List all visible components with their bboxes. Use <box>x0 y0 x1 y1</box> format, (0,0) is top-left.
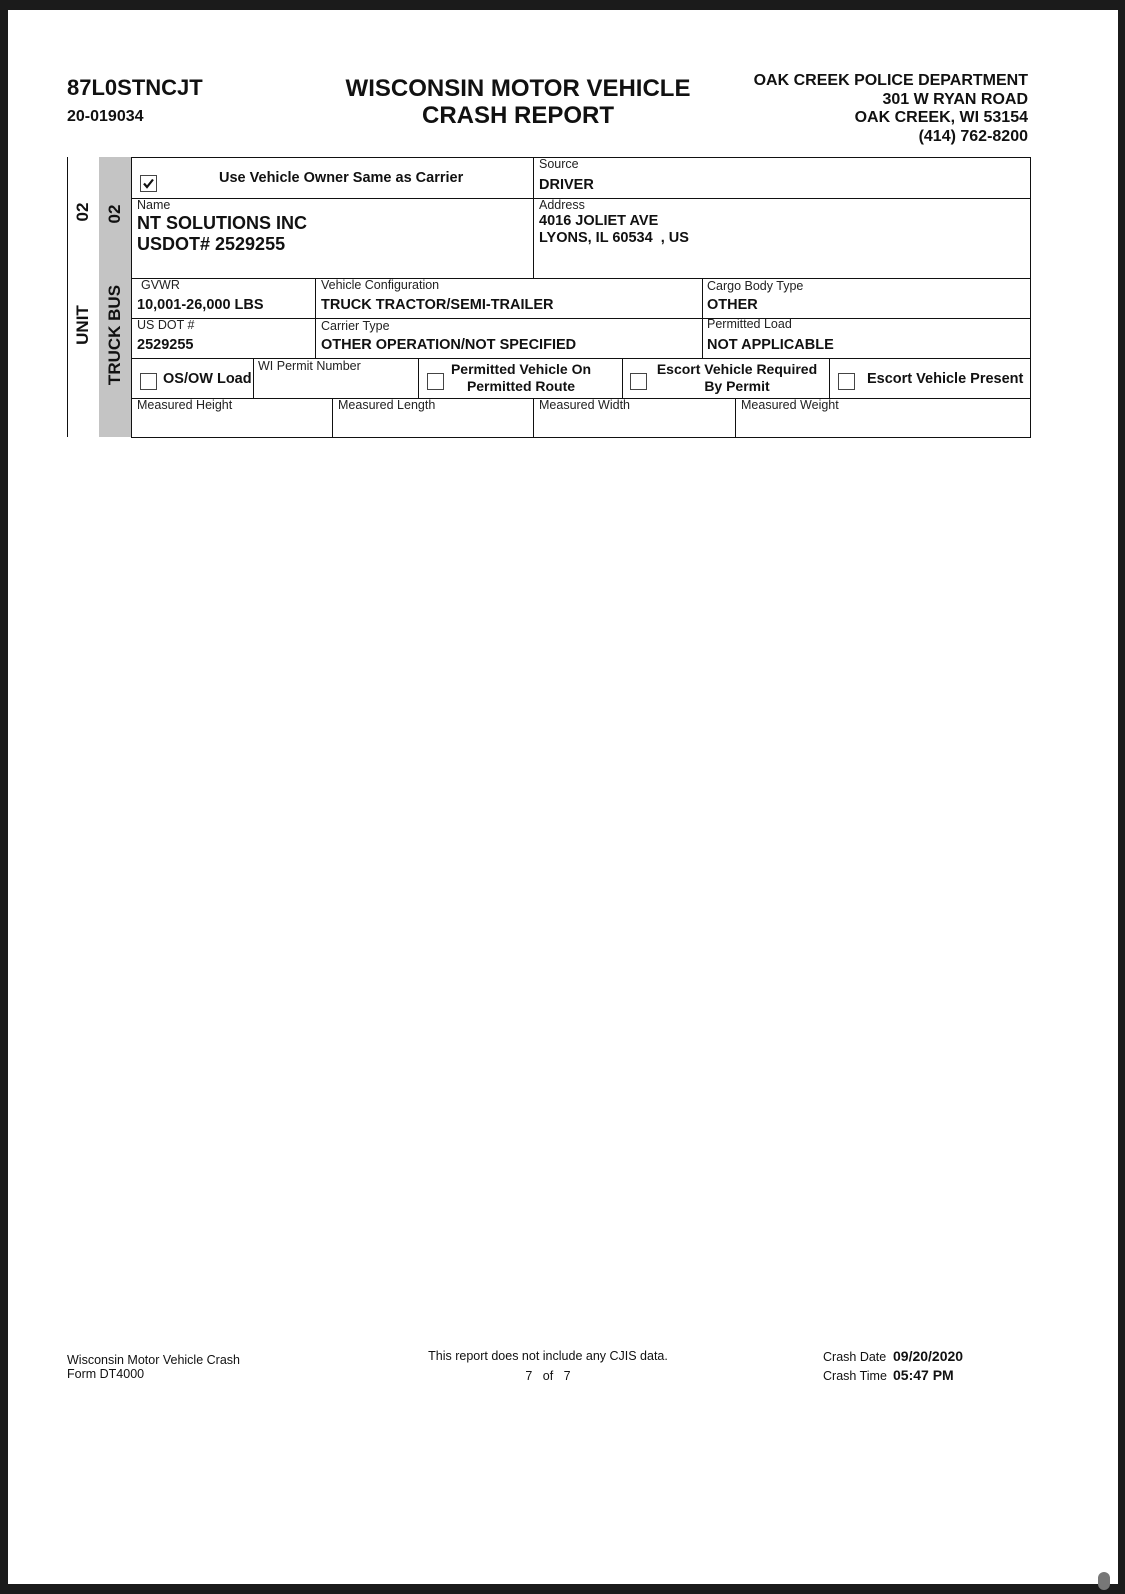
cjis-note: This report does not include any CJIS data. <box>428 1349 668 1363</box>
measured-length-label: Measured Length <box>338 398 436 412</box>
owner-same-label: Use Vehicle Owner Same as Carrier <box>219 170 464 186</box>
grid-line <box>131 278 1031 279</box>
truck-bus-number: 02 <box>105 204 124 224</box>
report-title <box>318 75 718 129</box>
grid-line <box>533 398 534 438</box>
grid-line <box>253 358 254 398</box>
unit-label: UNIT <box>73 305 92 345</box>
page-current: 7 <box>525 1369 533 1383</box>
permitted-load-value: NOT APPLICABLE <box>707 337 834 353</box>
escort-required-line2: By Permit <box>704 378 770 394</box>
permitted-vehicle-line1: Permitted Vehicle On <box>450 361 592 377</box>
wi-permit-label: WI Permit Number <box>258 359 361 373</box>
agency-city: OAK CREEK, WI 53154 <box>854 109 1028 126</box>
agency-block <box>708 72 1028 146</box>
gvwr-value: 10,001-26,000 LBS <box>137 297 264 313</box>
usdot-label: US DOT # <box>137 318 195 332</box>
scrollbar-thumb[interactable] <box>1098 1572 1110 1590</box>
grid-line <box>131 157 1031 158</box>
permitted-vehicle-checkbox[interactable] <box>427 373 444 390</box>
truck-bus-label: TRUCK BUS <box>105 284 124 386</box>
agency-name: OAK CREEK POLICE DEPARTMENT <box>753 72 1028 89</box>
case-number: 20-019034 <box>67 108 144 125</box>
measured-width-label: Measured Width <box>539 398 631 412</box>
escort-required-checkbox[interactable] <box>630 373 647 390</box>
osow-load-label: OS/OW Load <box>163 371 252 387</box>
carrier-address-line2: LYONS, IL 60534 , US <box>539 230 689 246</box>
carrier-address <box>539 213 689 247</box>
permitted-vehicle-line2: Permitted Route <box>466 378 576 394</box>
checkmark-icon <box>141 176 156 191</box>
grid-line <box>735 398 736 438</box>
gvwr-label: GVWR <box>141 278 180 292</box>
escort-required-line1: Escort Vehicle Required <box>656 361 818 377</box>
source-label: Source <box>539 157 579 171</box>
source-value: DRIVER <box>539 177 594 193</box>
form-line2: Form DT4000 <box>67 1367 145 1381</box>
cargo-body-value: OTHER <box>707 297 758 313</box>
unit-rule <box>67 157 68 437</box>
owner-same-checkbox[interactable] <box>140 175 157 192</box>
escort-required-label <box>648 361 826 395</box>
grid-line <box>418 358 419 398</box>
address-label: Address <box>539 198 585 212</box>
carrier-name <box>137 213 307 255</box>
agency-street: 301 W RYAN ROAD <box>882 90 1028 108</box>
grid-line <box>131 318 1031 319</box>
grid-line <box>829 358 830 398</box>
grid-line <box>315 278 316 358</box>
page-of: of <box>542 1369 554 1383</box>
document-code: 87L0STNCJT <box>67 75 203 100</box>
unit-number: 02 <box>73 202 92 222</box>
grid-line <box>131 157 132 438</box>
page-indicator <box>408 1369 688 1383</box>
report-title-line2: CRASH REPORT <box>421 102 614 129</box>
vehicle-config-value: TRUCK TRACTOR/SEMI-TRAILER <box>321 297 554 313</box>
osow-load-checkbox[interactable] <box>140 373 157 390</box>
crash-date-label: Crash Date <box>823 1350 887 1364</box>
measured-weight-label: Measured Weight <box>741 398 839 412</box>
permitted-load-label: Permitted Load <box>707 317 792 331</box>
grid-line <box>702 278 703 358</box>
escort-present-checkbox[interactable] <box>838 373 855 390</box>
escort-present-label: Escort Vehicle Present <box>867 371 1024 387</box>
crash-time-value: 05:47 PM <box>893 1367 954 1383</box>
grid-line <box>622 358 623 398</box>
carrier-type-value: OTHER OPERATION/NOT SPECIFIED <box>321 337 577 353</box>
report-page <box>8 10 1118 1584</box>
form-line1: Wisconsin Motor Vehicle Crash <box>67 1353 240 1367</box>
usdot-value: 2529255 <box>137 337 194 353</box>
measured-height-label: Measured Height <box>137 398 233 412</box>
form-identifier <box>67 1353 240 1381</box>
name-label: Name <box>137 198 171 212</box>
grid-line <box>533 157 534 279</box>
carrier-name-line2: USDOT# 2529255 <box>137 234 286 254</box>
carrier-address-line1: 4016 JOLIET AVE <box>539 213 659 229</box>
grid-line <box>131 437 1031 438</box>
grid-line <box>332 398 333 438</box>
crash-time-label: Crash Time <box>823 1369 887 1383</box>
page-total: 7 <box>563 1369 571 1383</box>
permitted-vehicle-label <box>446 361 596 395</box>
vehicle-config-label: Vehicle Configuration <box>321 278 440 292</box>
crash-date-value: 09/20/2020 <box>893 1348 964 1364</box>
carrier-name-line1: NT SOLUTIONS INC <box>137 213 307 233</box>
carrier-type-label: Carrier Type <box>321 319 390 333</box>
report-title-line1: WISCONSIN MOTOR VEHICLE <box>345 75 691 102</box>
cargo-body-label: Cargo Body Type <box>707 279 804 293</box>
grid-line <box>1030 157 1031 438</box>
agency-phone: (414) 762-8200 <box>918 127 1028 145</box>
